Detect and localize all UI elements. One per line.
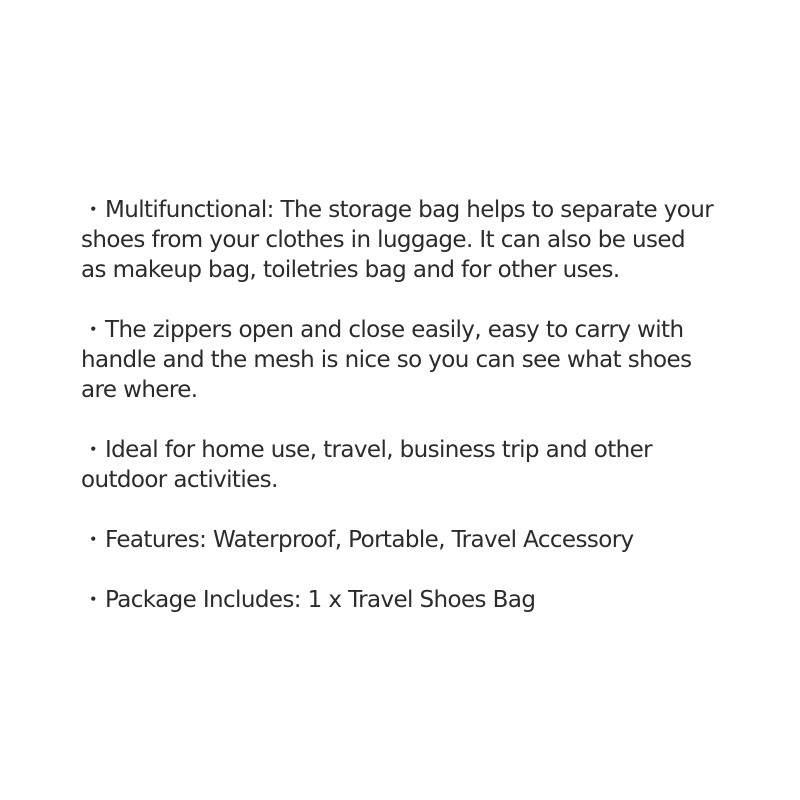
feature-text: Features: Waterproof, Portable, Travel Accessory [105,527,634,553]
feature-multifunctional [81,195,761,285]
bullet-icon: ・ [81,587,105,613]
bullet-icon: ・ [81,197,105,223]
package-includes [81,585,761,615]
feature-text: Multifunctional: The storage bag helps to separate your shoes from your clothes in luggage. It can also be used as makeup bag, toiletries bag and for other uses. [81,197,714,283]
product-description [81,195,761,615]
feature-text: Ideal for home use, travel, business trip and other outdoor activities. [81,437,653,493]
bullet-icon: ・ [81,527,105,553]
bullet-icon: ・ [81,317,105,343]
bullet-icon: ・ [81,437,105,463]
feature-text: The zippers open and close easily, easy to carry with handle and the mesh is nice so you can see what shoes are where. [81,317,692,403]
feature-zippers [81,315,761,405]
feature-list [81,525,761,555]
feature-ideal-use [81,435,761,495]
feature-text: Package Includes: 1 x Travel Shoes Bag [105,587,536,613]
